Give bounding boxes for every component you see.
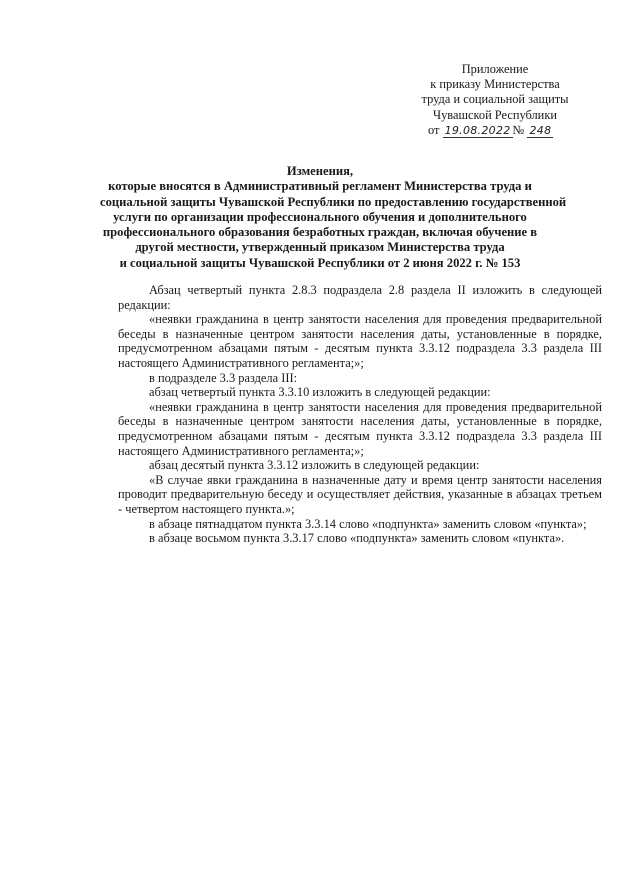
body-paragraph: «неявки гражданина в центр занятости населения для проведения предварительной беседы в назначенные центром занятости населения даты, установленные в порядке, предусмотренном абзацами пятым - десятым пункта 3.3.12 подраздела 3.3 раздела III настоящего Административного регламента;»; (118, 312, 602, 370)
appendix-line-2: к приказу Министерства (430, 77, 560, 92)
appendix-line-3: труда и социальной защиты (421, 92, 569, 107)
title-line: Изменения, (286, 164, 354, 178)
body-paragraph: Абзац четвертый пункта 2.8.3 подраздела 2.8 раздела II изложить в следующей редакции: (118, 283, 602, 312)
body-paragraph: в абзаце пятнадцатом пункта 3.3.14 слово «подпункта» заменить словом «пункта»; (149, 516, 587, 531)
body-paragraph: «неявки гражданина в центр занятости населения для проведения предварительной беседы в назначенные центром занятости населения даты, установленные в порядке, предусмотренном абзацами пятым - десятым пункта 3.3.12 подраздела 3.3 раздела III настоящего Административного регламента;»; (118, 399, 602, 458)
handwritten-date: 19.08.2022 (444, 123, 511, 137)
number-sign: № (512, 122, 525, 137)
document-title (100, 164, 567, 271)
title-line: услуги по организации профессионального обучения и дополнительного (113, 209, 527, 224)
title-line: которые вносятся в Административный регламент Министерства труда и (108, 179, 532, 194)
title-line: другой местности, утвержденный приказом Министерства труда (135, 240, 505, 255)
title-line: социальной защиты Чувашской Республики по предоставлению государственной (100, 194, 567, 209)
document-body (118, 283, 602, 546)
body-paragraph: в абзаце восьмом пункта 3.3.17 слово «подпункта» заменить словом «пункта». (149, 531, 565, 546)
appendix-block (400, 62, 590, 138)
body-paragraph: «В случае явки гражданина в назначенные дату и время центр занятости населения проводит предварительную беседу и осуществляет действия, указанные в абзацах третьем - четвертом настоящего пункта.»; (118, 472, 602, 516)
body-paragraph: абзац десятый пункта 3.3.12 изложить в следующей редакции: (149, 458, 480, 473)
body-paragraph: абзац четвертый пункта 3.3.10 изложить в следующей редакции: (149, 385, 491, 400)
appendix-line-4: Чувашской Республики (433, 107, 557, 122)
body-paragraph: в подразделе 3.3 раздела III: (149, 370, 298, 385)
title-line: профессионального образования безработных граждан, включая обучение в (102, 225, 538, 240)
appendix-date-line (400, 123, 590, 138)
appendix-line-1: Приложение (461, 62, 529, 76)
handwritten-number: 248 (529, 123, 552, 137)
date-prefix: от (428, 122, 440, 137)
title-line: и социальной защиты Чувашской Республики от 2 июня 2022 г. № 153 (119, 255, 521, 270)
